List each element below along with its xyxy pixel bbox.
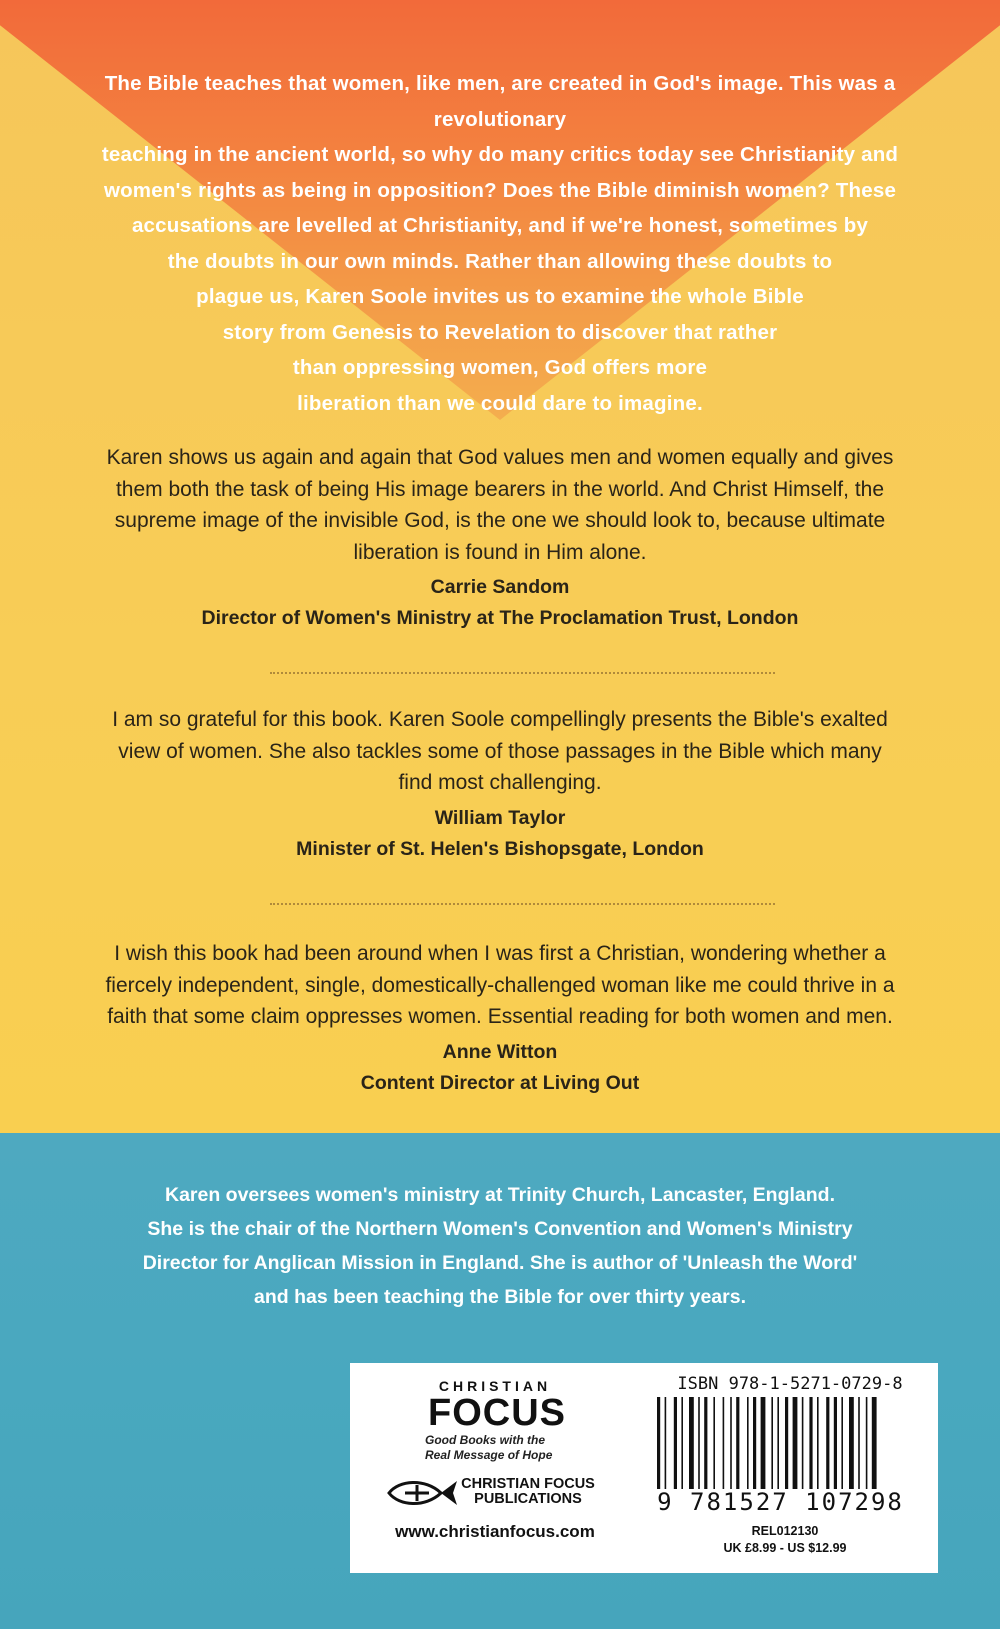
dotted-divider [270,903,775,905]
brand-main: FOCUS [428,1392,566,1434]
barcode-bar [834,1397,837,1489]
barcode-bar [785,1397,788,1489]
brand-top: CHRISTIAN [438,1378,552,1394]
barcode-bar [713,1397,715,1489]
publisher-imprint [458,1477,598,1507]
publisher-website[interactable]: www.christianfocus.com [395,1522,595,1541]
barcode-bar [872,1397,877,1489]
barcode-bar [704,1397,707,1489]
endorsement-witton [95,938,905,1099]
price-line: UK £8.99 - US $12.99 [723,1541,847,1555]
barcode-digits: 9 781527 107298 [657,1488,904,1516]
barcode-icon [655,1397,917,1495]
bio-line: Director for Anglican Mission in England. She is author of 'Unleash the Word' [142,1252,858,1274]
barcode-bar [802,1397,804,1489]
dotted-divider [270,672,775,674]
blurb-line: plague us, Karen Soole invites us to examine the whole Bible [196,285,804,308]
bio-line: Karen oversees women's ministry at Trinity Church, Lancaster, England. [164,1184,836,1206]
endorser-name: Anne Witton [442,1040,558,1063]
tagline-line: Good Books with the [425,1433,545,1447]
blurb-line: story from Genesis to Revelation to discover that rather [222,320,778,344]
author-bio [100,1178,900,1314]
barcode-bar [777,1397,779,1489]
fish-logo-icon [385,1476,460,1510]
product-code [680,1523,890,1557]
endorser-role: Director of Women's Ministry at The Proclamation Trust, London [201,607,799,629]
endorser-role: Minister of St. Helen's Bishopsgate, London [296,837,704,860]
blurb-line: accusations are levelled at Christianity, and if we're honest, sometimes by [131,214,869,237]
barcode-bar [858,1397,860,1489]
barcode-bar [866,1397,868,1489]
barcode-bar [665,1397,667,1489]
barcode-bar [736,1397,739,1489]
barcode-bar [841,1397,843,1489]
imprint-line: PUBLICATIONS [474,1491,582,1507]
barcode-bar [849,1397,854,1489]
barcode-bar [809,1397,812,1489]
barcode-bar [674,1397,677,1489]
blurb-line: The Bible teaches that women, like men, are created in God's image. This was a revolutionary [104,72,896,131]
bio-line: and has been teaching the Bible for over thirty years. [254,1286,746,1308]
endorser-name: Carrie Sandom [430,576,570,598]
barcode-bar [681,1397,683,1489]
tagline-line: Real Message of Hope [425,1448,553,1462]
barcode-bar [793,1397,798,1489]
barcode-bar [747,1397,749,1489]
endorser-name: William Taylor [434,806,566,829]
barcode-bar [723,1397,725,1489]
blurb-line: women's rights as being in opposition? Does the Bible diminish women? These [103,178,897,202]
barcode-bar [657,1397,660,1489]
brand-tagline [425,1433,575,1463]
blurb-line: the doubts in our own minds. Rather than allowing these doubts to [167,249,833,273]
endorsement-taylor [100,704,900,865]
product-code-line: REL012130 [751,1524,819,1538]
barcode-bar [730,1397,732,1489]
barcode-bar [689,1397,694,1489]
barcode-bar [761,1397,766,1489]
endorsement-quote: Karen shows us again and again that God values men and women equally and gives them both the task of being His image bearers in the world. And Christ Himself, the supreme image of the invisible God, is the one we should look to, because ultimate liberation is found in Him alone. [106,446,894,564]
barcode-bar [698,1397,700,1489]
blurb-line: liberation than we could dare to imagine. [297,391,703,415]
barcode-bar [826,1397,829,1489]
bio-line: She is the chair of the Northern Women's Convention and Women's Ministry [147,1218,853,1240]
blurb-line: teaching in the ancient world, so why do many critics today see Christianity and [101,143,899,166]
endorsement-sandom [100,442,900,634]
endorser-role: Content Director at Living Out [360,1071,640,1094]
isbn-label: ISBN 978-1-5271-0729-8 [677,1374,903,1394]
imprint-line: CHRISTIAN FOCUS [461,1476,595,1492]
barcode-bar [753,1397,756,1489]
endorsement-quote: I wish this book had been around when I was first a Christian, wondering whether a fiercely independent, single, domestically-challenged woman like me could thrive in a faith that some claim oppresses women. Essential reading for both women and men. [105,942,895,1028]
barcode-bar [771,1397,773,1489]
barcode-bar [817,1397,819,1489]
blurb-line: than oppressing women, God offers more [292,356,708,379]
book-blurb [50,66,950,421]
endorsement-quote: I am so grateful for this book. Karen Soole compellingly presents the Bible's exalted view of women. She also tackles some of those passages in the Bible which many find most challenging. [112,708,888,794]
